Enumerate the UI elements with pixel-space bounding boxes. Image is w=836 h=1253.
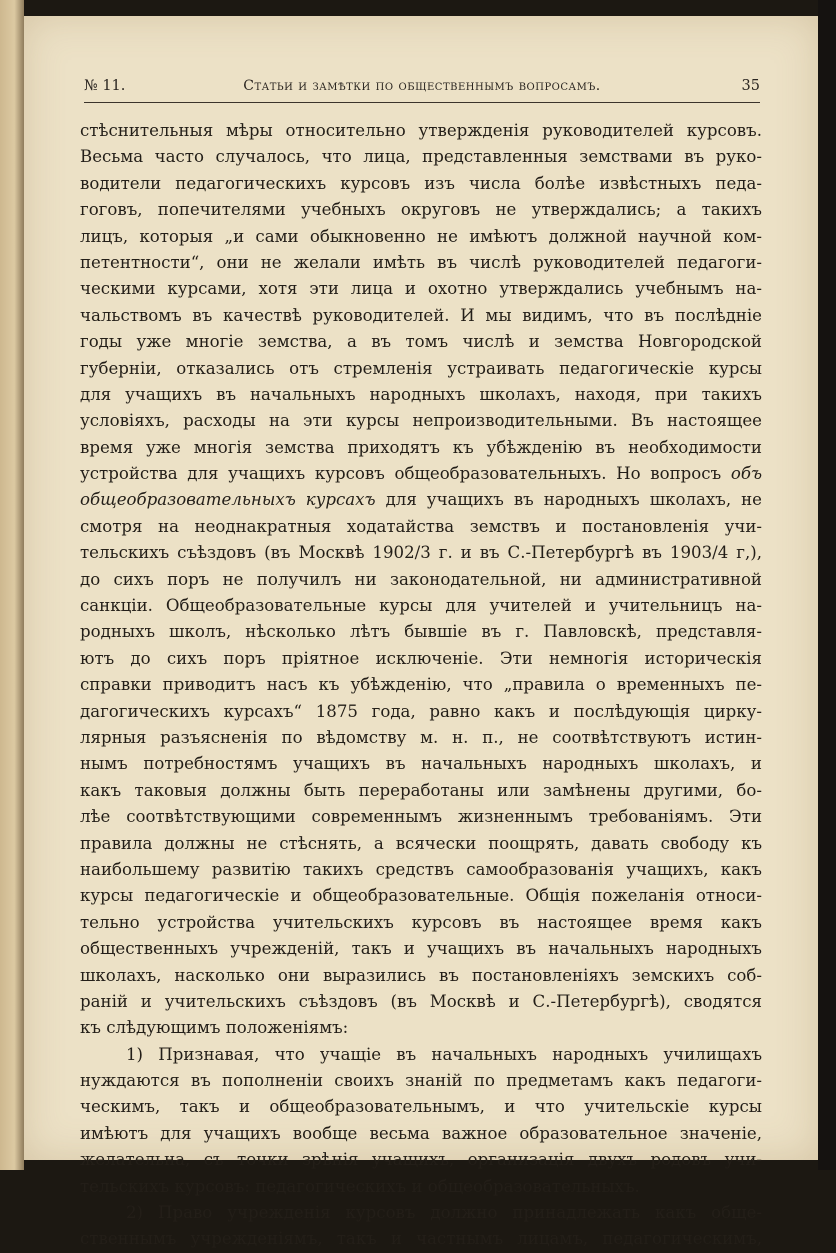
text-line: гоговъ, попечителями учебныхъ округовъ не утверждались; а такихъ [80,200,762,220]
text-line: дагогическихъ курсахъ“ 1875 года, равно какъ и послѣдующія цирку- [80,701,762,721]
header-rule [84,102,760,103]
text-line: справки приводитъ насъ къ убѣжденію, что „правила о временныхъ пе- [80,675,762,695]
text-line: лярныя разъясненія по вѣдомству м. н. п., не соотвѣтствуютъ истин- [80,727,762,747]
book-page [24,16,818,1249]
text-line: ческими курсами, хотя эти лица и охотно утверждались учебнымъ на- [80,279,762,299]
text-line: желательна, съ точки зрѣнія учащихъ, организація двухъ родовъ учи- [80,1150,762,1170]
italic-run: общеобразовательныхъ курсахъ [80,490,376,510]
text-line: тельскихъ курсовъ: педагогическихъ и общеобразовательныхъ. [80,1176,640,1196]
text-line: общественныхъ учрежденій, такъ и учащихъ въ начальныхъ народныхъ [80,939,762,959]
text-line: до сихъ поръ не получилъ ни законодательной, ни административной [80,569,762,589]
scan-edge [818,0,836,1170]
text-line: лицъ, которыя „и сами обыкновенно не имѣютъ должной научной ком- [80,226,762,246]
text-line: правила должны не стѣснять, а всячески поощрять, давать свободу къ [80,833,762,853]
italic-run: объ [730,464,763,484]
text-line: тельскихъ съѣздовъ (въ Москвѣ 1902/3 г. и въ С.-Петербургѣ въ 1903/4 г,), [80,543,762,563]
text-line: время уже многія земства приходятъ къ убѣжденію въ необходимости [80,437,762,457]
text-line: петентности“, они не желали имѣть въ числѣ руководителей педагоги- [80,252,762,272]
text-line: для учащихъ въ начальныхъ народныхъ школахъ, находя, при такихъ [80,384,762,404]
issue-number: № 11. [84,78,126,94]
section-title: Статьи и замѣтки по общественнымъ вопросамъ. [243,78,601,94]
text-line: ютъ до сихъ поръ пріятное исключеніе. Эти немногія историческія [80,648,762,668]
text-line: курсы педагогическіе и общеобразовательные. Общія пожеланія относи- [80,886,762,906]
text-line: санкціи. Общеобразовательные курсы для учителей и учительницъ на- [80,596,762,616]
text-line: смотря на неоднакратныя ходатайства земствъ и постановленія учи- [80,516,762,536]
text-line: какъ таковыя должны быть переработаны или замѣнены другими, бо- [80,780,762,800]
text-line: годы уже многіе земства, а въ томъ числѣ и земства Новгородской [80,332,762,352]
text-line [80,487,762,513]
text-line: лѣе соотвѣтствующими современнымъ жизненнымъ требованіямъ. Эти [80,807,762,827]
text-line: ческимъ, такъ и общеобразовательнымъ, и что учительскіе курсы [80,1097,762,1117]
text-run: устройства для учащихъ курсовъ общеобразовательныхъ. Но вопросъ [80,464,722,484]
text-line: наибольшему развитію такихъ средствъ самообразованія учащихъ, какъ [80,859,762,879]
text-line: къ слѣдующимъ положеніямъ: [80,1018,349,1038]
text-line: водители педагогическихъ курсовъ изъ числа болѣе извѣстныхъ педа- [80,173,762,193]
text-line: стѣснительныя мѣры относительно утвержденія руководителей курсовъ. [80,121,762,140]
text-line: нуждаются въ пополненіи своихъ знаній по предметамъ какъ педагоги- [80,1071,762,1091]
page-number: 35 [741,78,760,94]
text-line: раній и учительскихъ съѣздовъ (въ Москвѣ и С.-Петербургѣ), сводятся [80,991,762,1011]
text-line: условіяхъ, расходы на эти курсы непроизводительными. Въ настоящее [80,411,762,431]
text-line: 1) Признавая, что учащіе въ начальныхъ народныхъ училищахъ [126,1044,762,1064]
text-line: ственнымъ учрежденіямъ, такъ и частнымъ лицамъ, педагогическимъ, [80,1229,762,1249]
text-line: родныхъ школъ, нѣсколько лѣтъ бывшіе въ г. Павловскѣ, представля- [80,622,762,642]
text-line [80,461,762,487]
text-line: чальствомъ въ качествѣ руководителей. И мы видимъ, что въ послѣдніе [80,305,762,325]
running-header [84,74,760,102]
text-line: Весьма часто случалось, что лица, представленныя земствами въ руко- [80,147,762,167]
text-line: 2) Право учрежденія курсовъ должно принадлежать какъ обще- [126,1203,762,1223]
text-line: тельно устройства учительскихъ курсовъ въ настоящее время какъ [80,912,762,932]
text-line: нымъ потребностямъ учащихъ въ начальныхъ народныхъ школахъ, и [80,754,762,774]
text-run: для учащихъ въ народныхъ школахъ, не [385,490,762,510]
text-line: губерніи, отказались отъ стремленія устраивать педагогическіе курсы [80,358,762,378]
text-line: школахъ, насколько они выразились въ постановленіяхъ земскихъ соб- [80,965,762,985]
body-text [80,118,762,1253]
previous-page-edge [0,0,24,1170]
text-line: имѣютъ для учащихъ вообще весьма важное образовательное значеніе, [80,1123,762,1143]
